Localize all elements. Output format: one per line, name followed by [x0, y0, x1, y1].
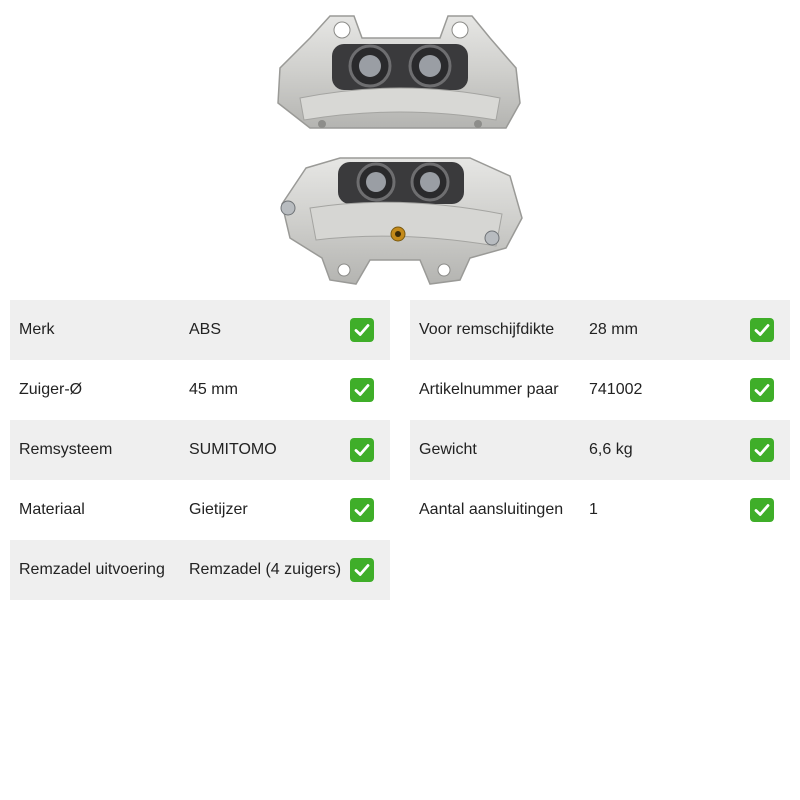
spec-row	[10, 360, 390, 420]
check-icon	[350, 558, 374, 582]
spec-row	[10, 420, 390, 480]
spec-row	[410, 360, 790, 420]
spec-row	[410, 480, 790, 540]
spec-row	[10, 480, 390, 540]
spec-value: 6,6 kg	[589, 441, 633, 458]
spec-label: Artikelnummer paar	[419, 381, 559, 398]
spec-label: Zuiger-Ø	[19, 381, 83, 398]
spec-row	[410, 420, 790, 480]
brake-caliper-image	[270, 8, 530, 290]
check-icon	[750, 498, 774, 522]
check-icon	[750, 378, 774, 402]
spec-table-left	[10, 300, 390, 600]
spec-value: SUMITOMO	[189, 441, 277, 458]
spec-label: Gewicht	[419, 441, 477, 458]
spec-value: 28 mm	[589, 321, 638, 338]
check-icon	[750, 318, 774, 342]
check-icon	[350, 318, 374, 342]
spec-value: 45 mm	[189, 381, 238, 398]
spec-table-right	[410, 300, 790, 540]
spec-value: Gietijzer	[189, 501, 248, 518]
spec-label: Voor remschijfdikte	[419, 321, 555, 338]
check-icon	[350, 438, 374, 462]
check-icon	[350, 378, 374, 402]
spec-row	[10, 300, 390, 360]
check-icon	[750, 438, 774, 462]
check-icon	[350, 498, 374, 522]
spec-row	[10, 540, 390, 600]
spec-label: Remsysteem	[19, 441, 113, 458]
spec-label: Materiaal	[19, 501, 85, 518]
spec-row	[410, 300, 790, 360]
spec-value: 741002	[589, 381, 643, 398]
spec-value: 1	[589, 501, 598, 518]
spec-label: Aantal aansluitingen	[419, 501, 564, 518]
spec-value: ABS	[189, 321, 222, 338]
spec-label: Merk	[19, 321, 55, 338]
spec-value: Remzadel (4 zuigers)	[189, 561, 342, 578]
spec-label: Remzadel uitvoering	[19, 561, 165, 578]
